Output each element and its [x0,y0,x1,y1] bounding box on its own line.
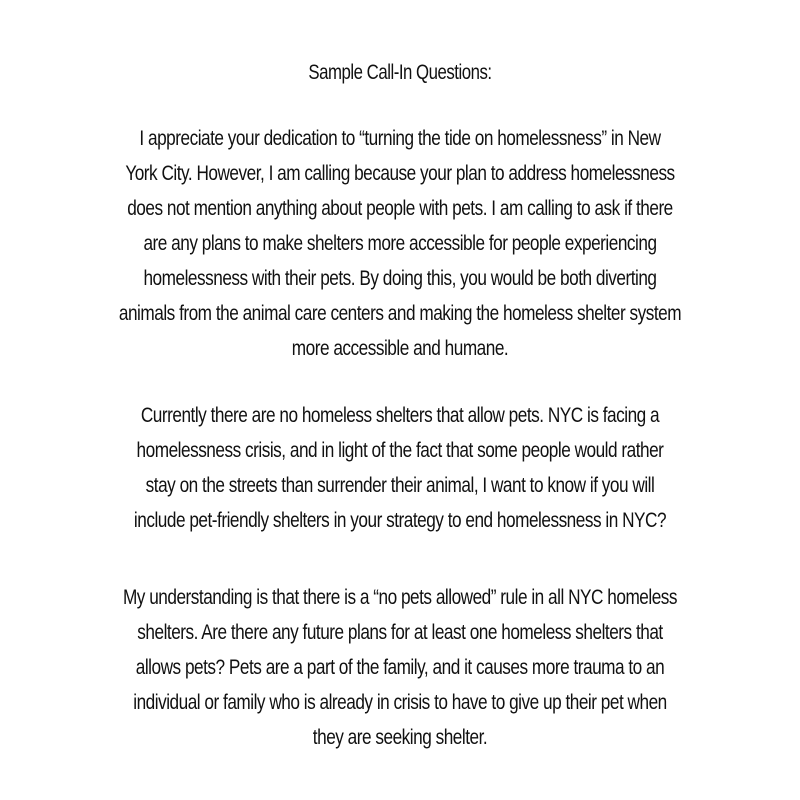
paragraph-line: homelessness crisis, and in light of the fact that some people would rather [136,439,664,462]
paragraph-line: are any plans to make shelters more accessible for people experiencing [143,232,657,255]
paragraph-line: homelessness with their pets. By doing this, you would be both diverting [143,267,657,290]
paragraph-line: include pet-friendly shelters in your strategy to end homelessness in NYC? [133,509,667,532]
paragraph-line: allows pets? Pets are a part of the family, and it causes more trauma to an [135,656,665,679]
paragraph-line: shelters. Are there any future plans for at least one homeless shelters that [137,621,663,644]
paragraph-line: individual or family who is already in crisis to have to give up their pet when [133,691,667,714]
paragraph-line: I appreciate your dedication to “turning the tide on homelessness” in New [139,127,661,150]
paragraph-line: they are seeking shelter. [312,726,488,749]
paragraph-line: York City. However, I am calling because your plan to address homelessness [125,162,675,185]
paragraph-line: animals from the animal care centers and making the homeless shelter system [118,302,682,325]
paragraph-line: does not mention anything about people with pets. I am calling to ask if there [127,197,673,220]
page-title: Sample Call-In Questions: [308,61,492,84]
paragraph-line: Currently there are no homeless shelters that allow pets. NYC is facing a [140,404,660,427]
paragraph-line: more accessible and humane. [291,337,509,360]
paragraph-line: My understanding is that there is a “no pets allowed” rule in all NYC homeless [122,586,678,609]
paragraph-line: stay on the streets than surrender their animal, I want to know if you will [145,474,655,497]
